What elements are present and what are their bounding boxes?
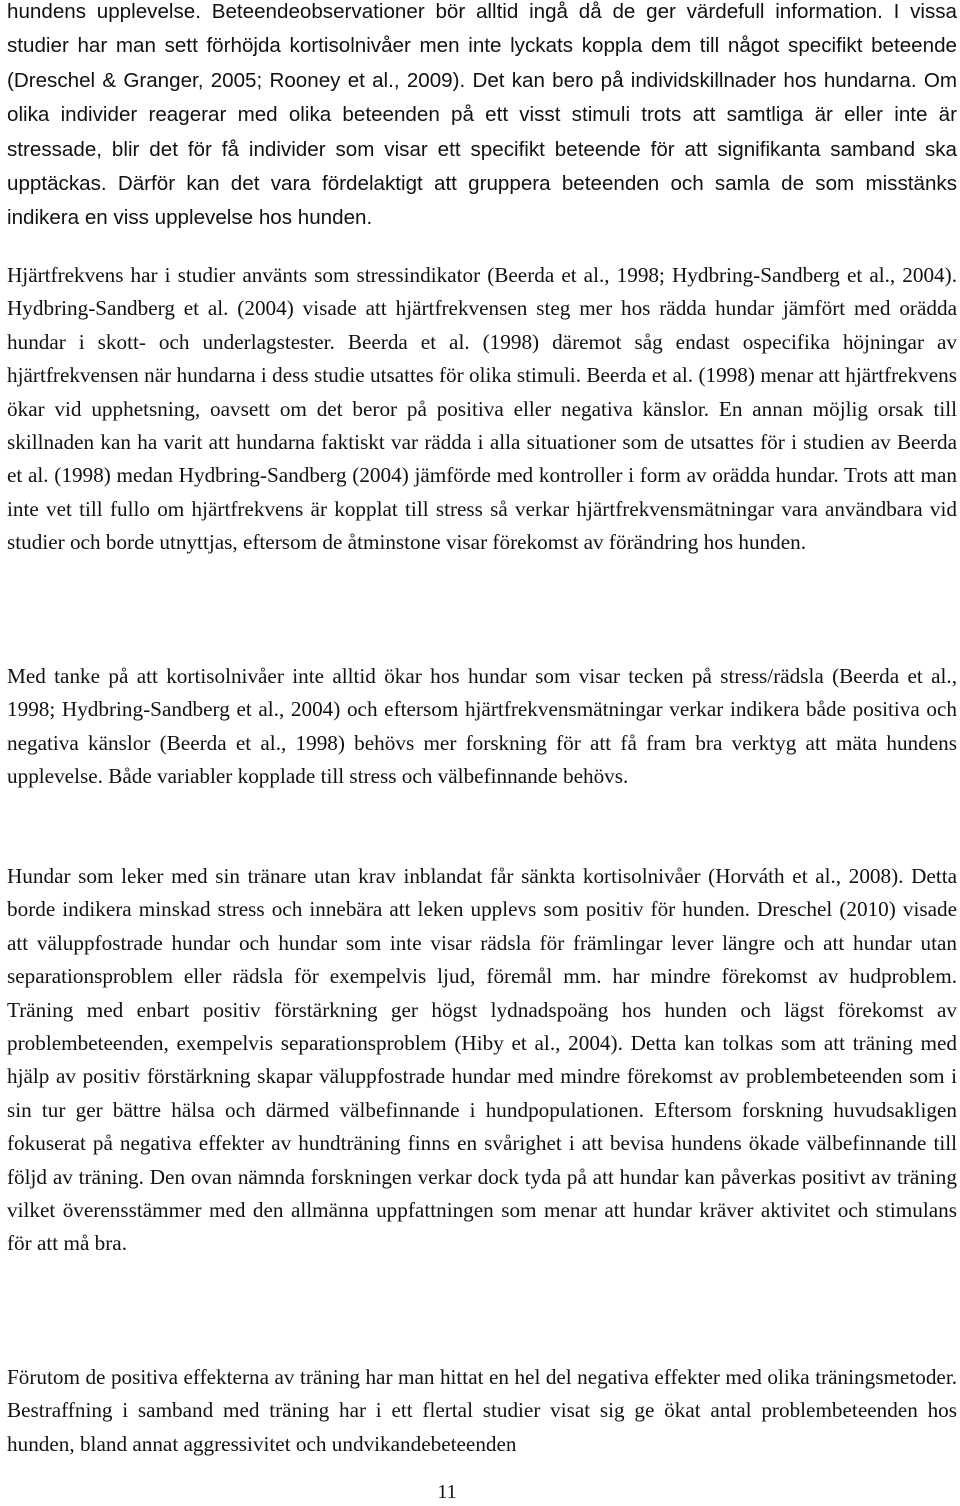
paragraph-4-text: Hundar som leker med sin tränare utan krav inblandat får sänkta kortisolnivåer (Horváth et al., 2008). Detta borde indikera minskad stress och innebära att leken upplevs som positiv för hunden. Dreschel (2010) visade att väluppfostrade hundar och hundar som inte visar rädsla för främlingar lever längre och att hundar utan separationsproblem eller rädsla för exempelvis ljud, föremål mm. har mindre förekomst av hudproblem. Träning med enbart positiv förstärkning ger högst lydnadspoäng hos hunden och lägst förekomst av problembeteenden, exempelvis separationsproblem (Hiby et al., 2004). Detta kan tolkas som att träning med hjälp av positiv förstärkning skapar väluppfostrade hundar med mindre förekomst av problembeteenden som i sin tur ger bättre hälsa och därmed välbefinnande i hundpopulationen. Eftersom forskning huvudsakligen fokuserat på negativa effekter av hundträning finns en svårighet i att bevisa hundens ökade välbefinnande till följd av träning. Den ovan nämnda forskningen verkar dock tyda på att hundar kan påverkas positivt av träning vilket överensstämmer med den allmänna uppfattningen som menar att hundar kräver aktivitet och stimulans för att må bra. xyxy=(7,864,957,1256)
paragraph-5 xyxy=(7,1361,957,1461)
paragraph-4 xyxy=(7,860,957,1261)
paragraph-5-text: Förutom de positiva effekterna av träning har man hittat en hel del negativa effekter med olika träningsmetoder. Bestraffning i samband med träning har i ett flertal studier visat sig ge ökat antal problembeteenden hos hunden, bland annat aggressivitet och undvikandebeteenden xyxy=(7,1365,957,1456)
paragraph-3-text: Med tanke på att kortisolnivåer inte alltid ökar hos hundar som visar tecken på stress/rädsla (Beerda et al., 1998; Hydbring-Sandberg et al., 2004) och eftersom hjärtfrekvensmätningar verkar indikera både positiva och negativa känslor (Beerda et al., 1998) behövs mer forskning för att få fram bra verktyg att mäta hundens upplevelse. Både variabler kopplade till stress och välbefinnande behövs. xyxy=(7,664,957,789)
paragraph-1-text: hundens upplevelse. Beteendeobservationer bör alltid ingå då de ger värdefull information. I vissa studier har man sett förhöjda kortisolnivåer men inte lyckats koppla dem till något specifikt beteende (Dreschel & Granger, 2005; Rooney et al., 2009). Det kan bero på individskillnader hos hundarna. Om olika individer reagerar med olika beteenden på ett visst stimuli trots att samtliga är eller inte är stressade, blir det för få individer som visar ett specifikt beteende för att signifikanta samband ska upptäckas. Därför kan det vara fördelaktigt att gruppera beteenden och samla de som misstänks indikera en viss upplevelse hos hunden. xyxy=(7,0,957,230)
paragraph-3 xyxy=(7,660,957,794)
paragraph-2 xyxy=(7,259,957,560)
page-number: 11 xyxy=(437,1481,457,1503)
document-page xyxy=(7,0,957,1505)
paragraph-1 xyxy=(7,0,957,236)
paragraph-2-text: Hjärtfrekvens har i studier använts som stressindikator (Beerda et al., 1998; Hydbring-Sandberg et al., 2004). Hydbring-Sandberg et al. (2004) visade att hjärtfrekvensen steg mer hos rädda hundar jämfört med orädda hundar i skott- och underlagstester. Beerda et al. (1998) däremot såg endast ospecifika höjningar av hjärtfrekvensen när hundarna i dess studie utsattes för olika stimuli. Beerda et al. (1998) menar att hjärtfrekvens ökar vid upphetsning, oavsett om det beror på positiva eller negativa känslor. En annan möjlig orsak till skillnaden kan ha varit att hundarna faktiskt var rädda i alla situationer som de utsattes för i studien av Beerda et al. (1998) medan Hydbring-Sandberg (2004) jämförde med kontroller i form av orädda hundar. Trots att man inte vet till fullo om hjärtfrekvens är kopplat till stress så verkar hjärtfrekvensmätningar vara användbara vid studier och borde utnyttjas, eftersom de åtminstone visar förekomst av förändring hos hunden. xyxy=(7,263,957,555)
